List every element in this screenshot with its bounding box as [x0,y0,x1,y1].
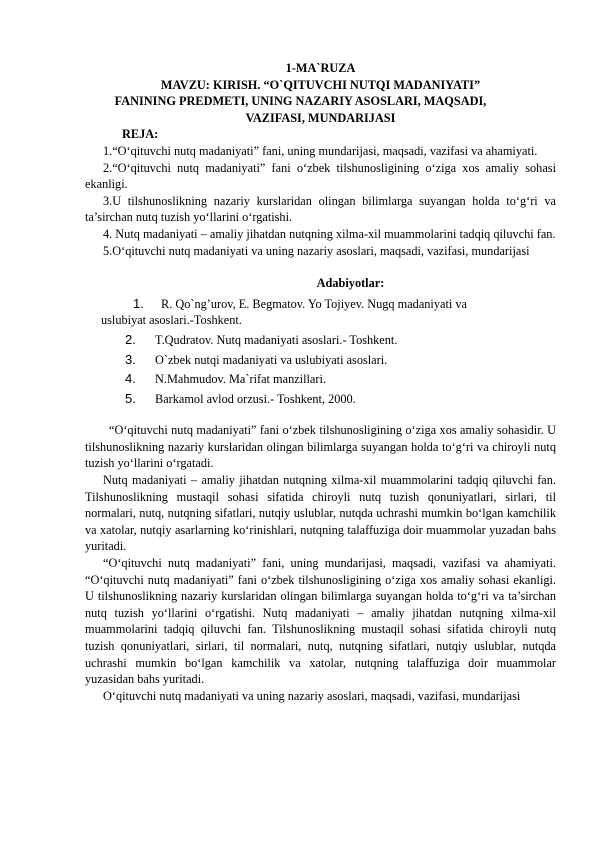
reference-text: T.Qudratov. Nutq madaniyati asoslari.- Toshkent. [155,332,398,347]
reference-number: 2. [125,331,136,347]
reference-item [85,352,556,369]
references-list [85,296,556,408]
plan-item-1: 1.“O‘qituvchi nutq madaniyati” fani, uning mundarijasi, maqsadi, vazifasi va ahamiyati. [103,143,538,158]
body-paragraph-1: “O‘qituvchi nutq madaniyati” fani o‘zbek tilshunosligining o‘ziga xos amaliy sohasidir. U tilshunoslikning nazariy kurslaridan olingan bilimlarga suyangan holda to‘g‘ri va chiroyli nutq tuzish yo‘llarini o‘rgatadi. [85,423,556,471]
plan-item-3: 3.U tilshunoslikning nazariy kurslaridan olingan bilimlarga suyangan holda to‘g‘ri va ta’sirchan nutq tuzish yo‘llarini o‘rgatishi. [85,193,556,225]
title-line-1: MAVZU: KIRISH. “O`QITUVCHI NUTQI MADANIYATI” [160,77,481,92]
title-line-3: VAZIFASI, MUNDARIJASI [245,110,396,125]
body-paragraph-2: Nutq madaniyati – amaliy jihatdan nutqning xilma-xil muammolarini tadqiq qiluvchi fan. Tilshunoslikning mustaqil sohasi sifatida chiroyli nutq tuzish qonuniyatlari, sirlari, til normalari, nutq, nutqning sifatlari, nutqiy uslublar, nutqda uchrashi mumkin bo‘lgan kamchilik va xatolar, nutqiy asarlarning ko‘rinishlari, nutqning talaffuziga doir muammolar yuzadan bahs yuritadi. [85,473,556,554]
reference-text: N.Mahmudov. Ma`rifat manzillari. [155,372,326,387]
reference-number: 4. [125,371,136,387]
reference-text: R. Qo`ng’urov, E. Begmatov. Yo Tojiyev. Nugq madaniyati va [161,296,467,311]
reference-number: 5. [125,390,136,406]
body-paragraph-4: O‘qituvchi nutq madaniyati va uning nazariy asoslari, maqsadi, vazifasi, mundarijasi [103,688,521,703]
reference-item [85,332,556,349]
references-heading: Adabiyotlar: [316,276,385,291]
plan-item-4: 4. Nutq madaniyati – amaliy jihatdan nutqning xilma-xil muammolarini tadqiq qiluvchi fan. [103,226,556,241]
reference-text: Barkamol avlod orzusi.- Toshkent, 2000. [155,391,356,406]
reference-item [85,371,556,388]
reference-item [85,391,556,408]
reference-text-cont: uslubiyat asoslari.-Toshkent. [101,313,242,328]
plan-item-5: 5.O‘qituvchi nutq madaniyati va uning nazariy asoslari, maqsadi, vazifasi, mundarijasi [103,243,530,258]
plan-item-2: 2.“O‘qituvchi nutq madaniyati” fani o‘zbek tilshunosligining o‘ziga xos amaliy sohasi ekanligi. [85,160,556,192]
title-line-2: FANINING PREDMETI, UNING NAZARIY ASOSLARI, MAQSADI, [114,94,487,109]
plan-heading: REJA: [122,127,159,142]
lecture-number: 1-MA`RUZA [285,61,356,75]
reference-text: O`zbek nutqi madaniyati va uslubiyati asoslari. [155,352,388,367]
body-paragraph-3: “O‘qituvchi nutq madaniyati” fani, uning mundarijasi, maqsadi, vazifasi va ahamiyati. “O‘qituvchi nutq madaniyati” fani o‘zbek tilshunosligining o‘ziga xos amaliy sohasi ekanligi. U tilshunoslikning nazariy kurslaridan olingan bilimlarga suyangan holda to‘g‘ri va ta’sirchan nutq tuzish yo‘llarini o‘rgatishi. Nutq madaniyati – amaliy jihatdan nutqning xilma-xil muammolarini tadqiq qiluvchi fan. Tilshunoslikning mustaqil sohasi sifatida chiroyli nutq tuzish qonuniyatlari, sirlari, til normalari, nutq, nutqning sifatlari, nutqiy uslublar, nutqda uchrashi mumkin bo‘lgan kamchilik va xatolar, nutqning talaffuziga doir muammolar yuzasidan bahs yuritadi. [85,556,556,687]
reference-item [85,296,556,329]
reference-number: 3. [125,351,136,367]
reference-number: 1. [133,295,144,311]
